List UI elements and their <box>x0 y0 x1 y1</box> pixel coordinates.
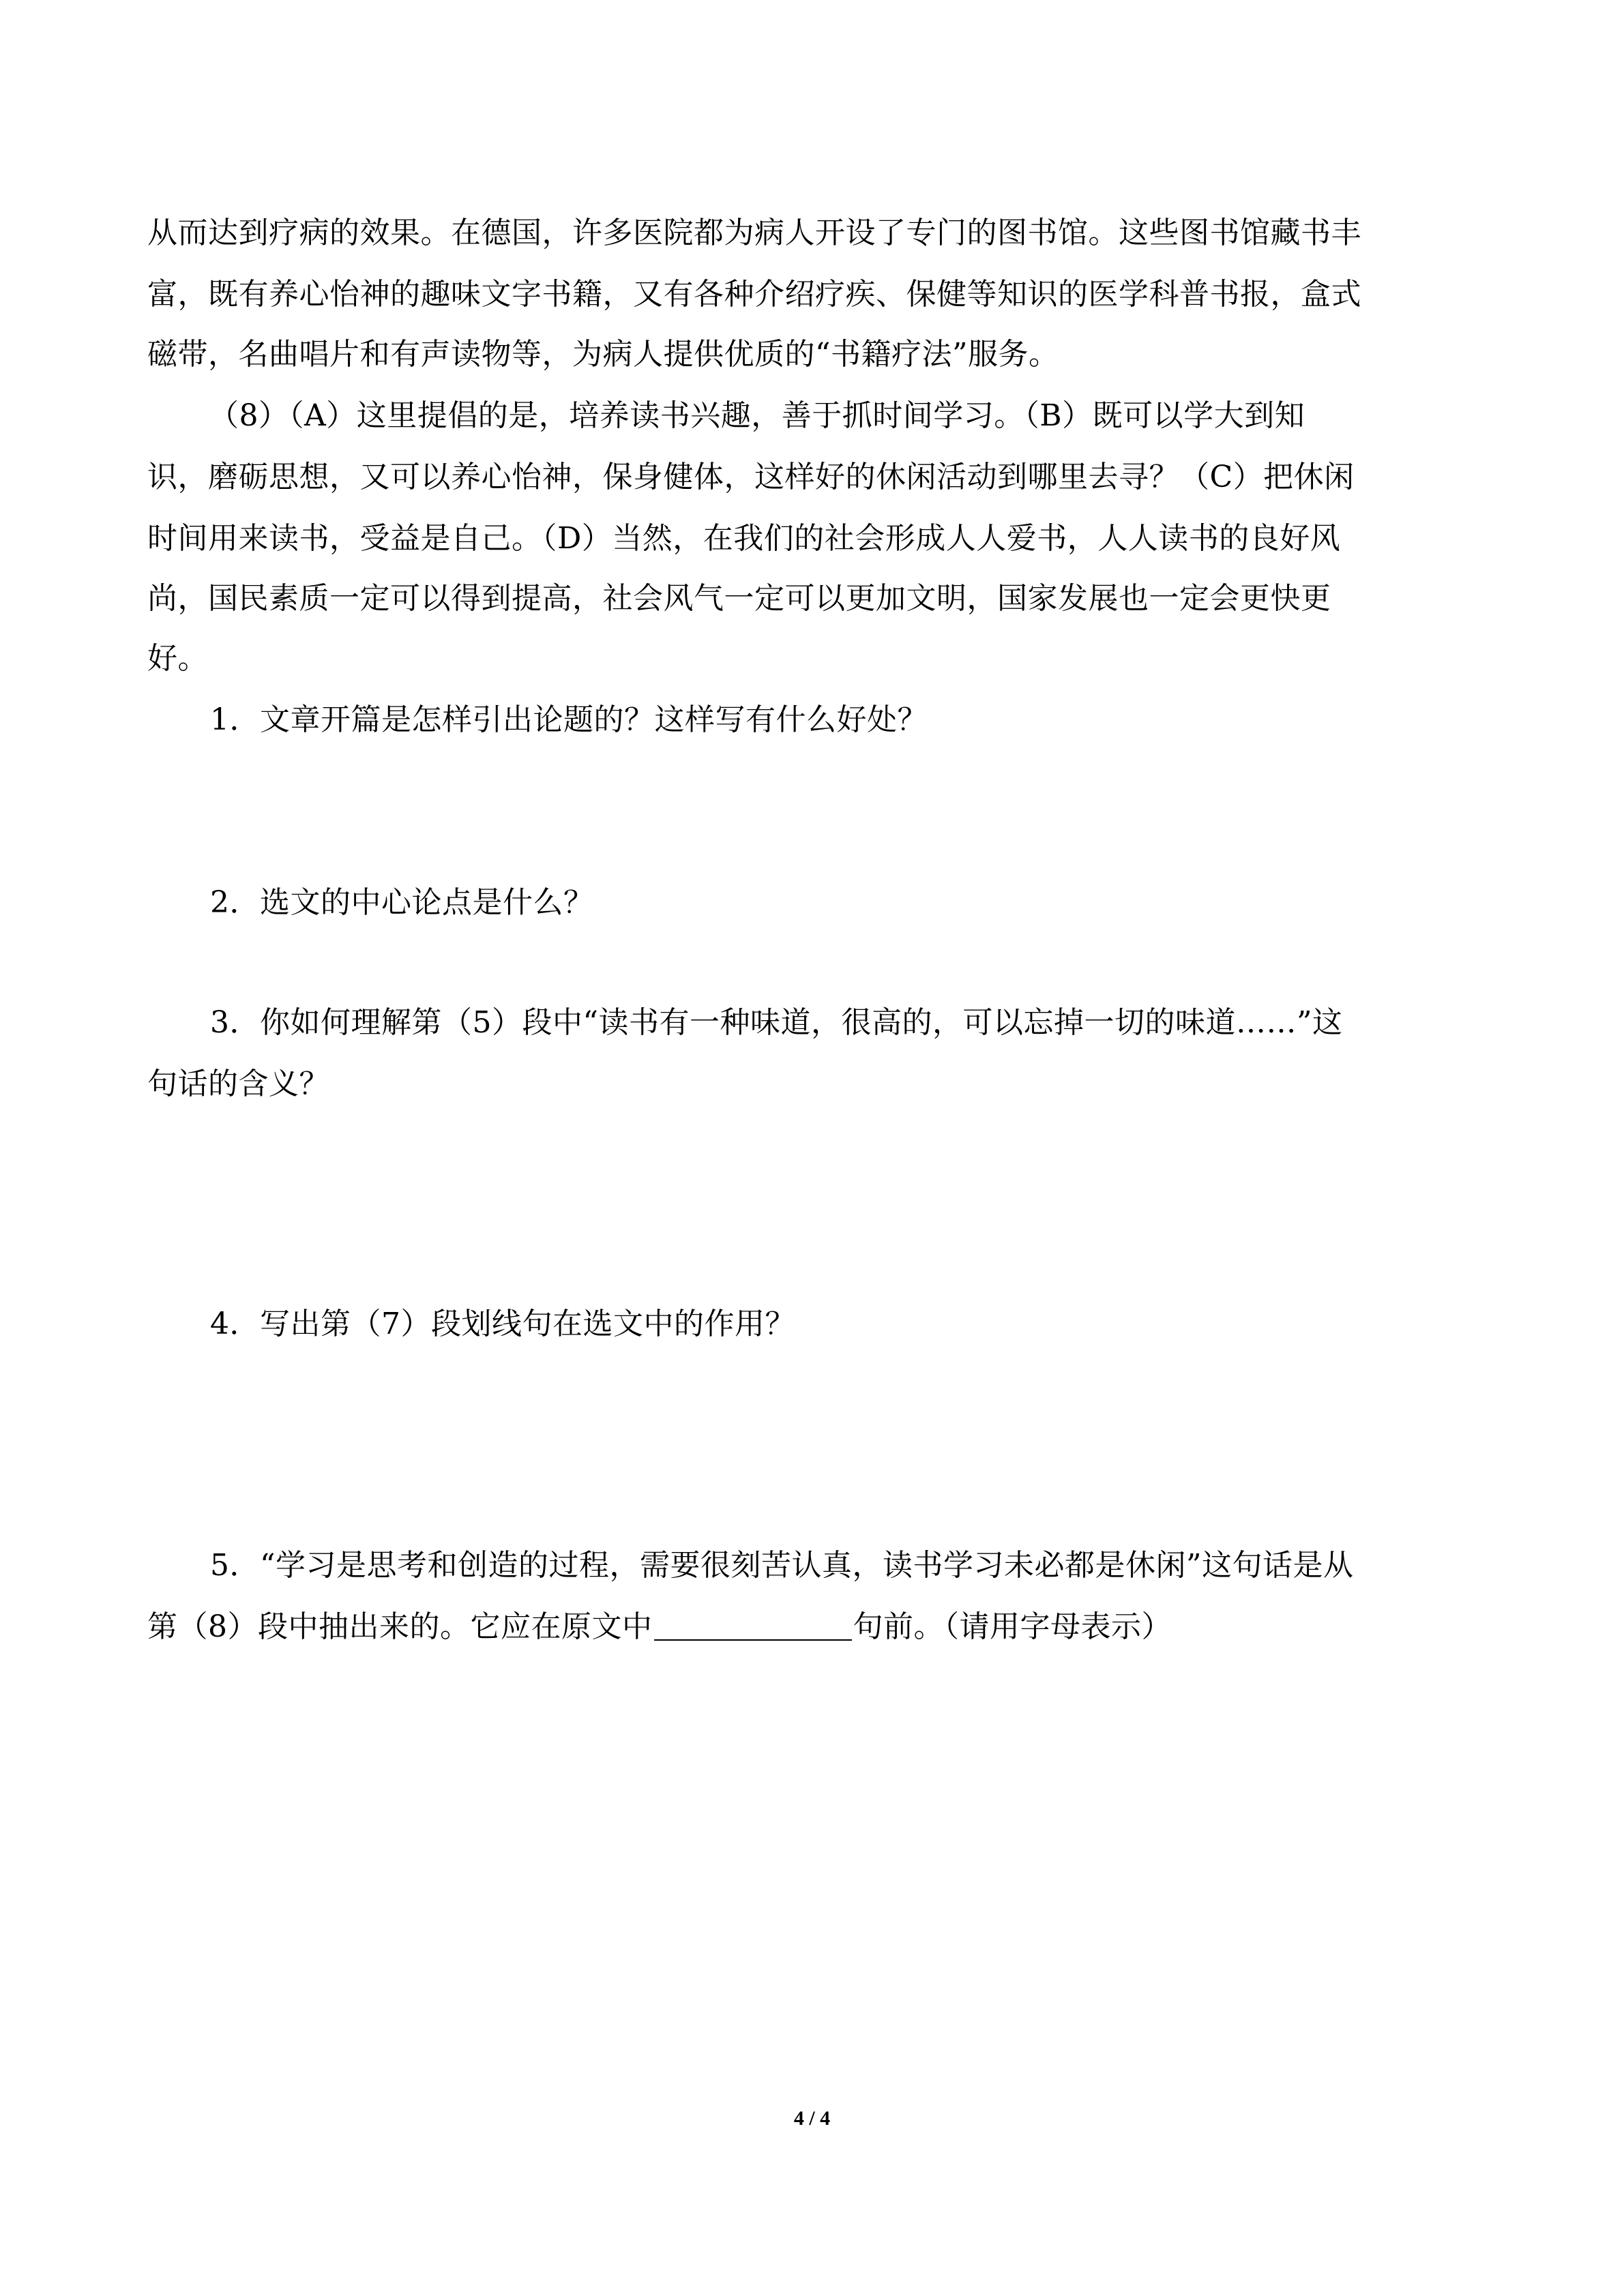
page-number: 4 / 4 <box>793 2107 831 2130</box>
paragraph-line: 尚，国民素质一定可以得到提高，社会风气一定可以更加文明，国家发展也一定会更快更 <box>147 581 1331 616</box>
question-5-text-after: 句前。（请用字母表示） <box>853 1609 1172 1644</box>
paragraph-line: （8）（A）这里提倡的是，培养读书兴趣，善于抓时间学习。（B）既可以学大到知 <box>209 398 1305 433</box>
paragraph-line: 时间用来读书，受益是自己。（D）当然，在我们的社会形成人人爱书，人人读书的良好风 <box>147 521 1341 556</box>
question-5-line-2 <box>147 1607 1172 1648</box>
question-3-line-2: 句话的含义？ <box>147 1067 329 1101</box>
answer-blank[interactable] <box>654 1609 852 1641</box>
paragraph-line: 识，磨砺思想，又可以养心怡神，保身健体，这样好的休闲活动到哪里去寻？（C）把休闲 <box>147 460 1355 494</box>
question-2: 2．选文的中心论点是什么？ <box>210 885 594 920</box>
paragraph-line: 从而达到疗病的效果。在德国，许多医院都为病人开设了专门的图书馆。这些图书馆藏书丰 <box>147 215 1361 250</box>
question-5-line-1: 5．“学习是思考和创造的过程，需要很刻苦认真，读书学习未必都是休闲”这句话是从 <box>210 1548 1354 1583</box>
paragraph-line: 富，既有养心怡神的趣味文字书籍，又有各种介绍疗疾、保健等知识的医学科普书报，盒式 <box>147 277 1361 312</box>
paragraph-line: 磁带，名曲唱片和有声读物等，为病人提供优质的“书籍疗法”服务。 <box>147 337 1059 372</box>
paragraph-line: 好。 <box>147 641 208 676</box>
question-1: 1．文章开篇是怎样引出论题的？这样写有什么好处？ <box>210 702 928 737</box>
question-4: 4．写出第（7）段划线句在选文中的作用？ <box>210 1307 795 1341</box>
question-3-line-1: 3．你如何理解第（5）段中“读书有一种味道，很高的，可以忘掉一切的味道……”这 <box>210 1005 1343 1040</box>
question-5-text-before: 第（8）段中抽出来的。它应在原文中 <box>147 1609 653 1644</box>
